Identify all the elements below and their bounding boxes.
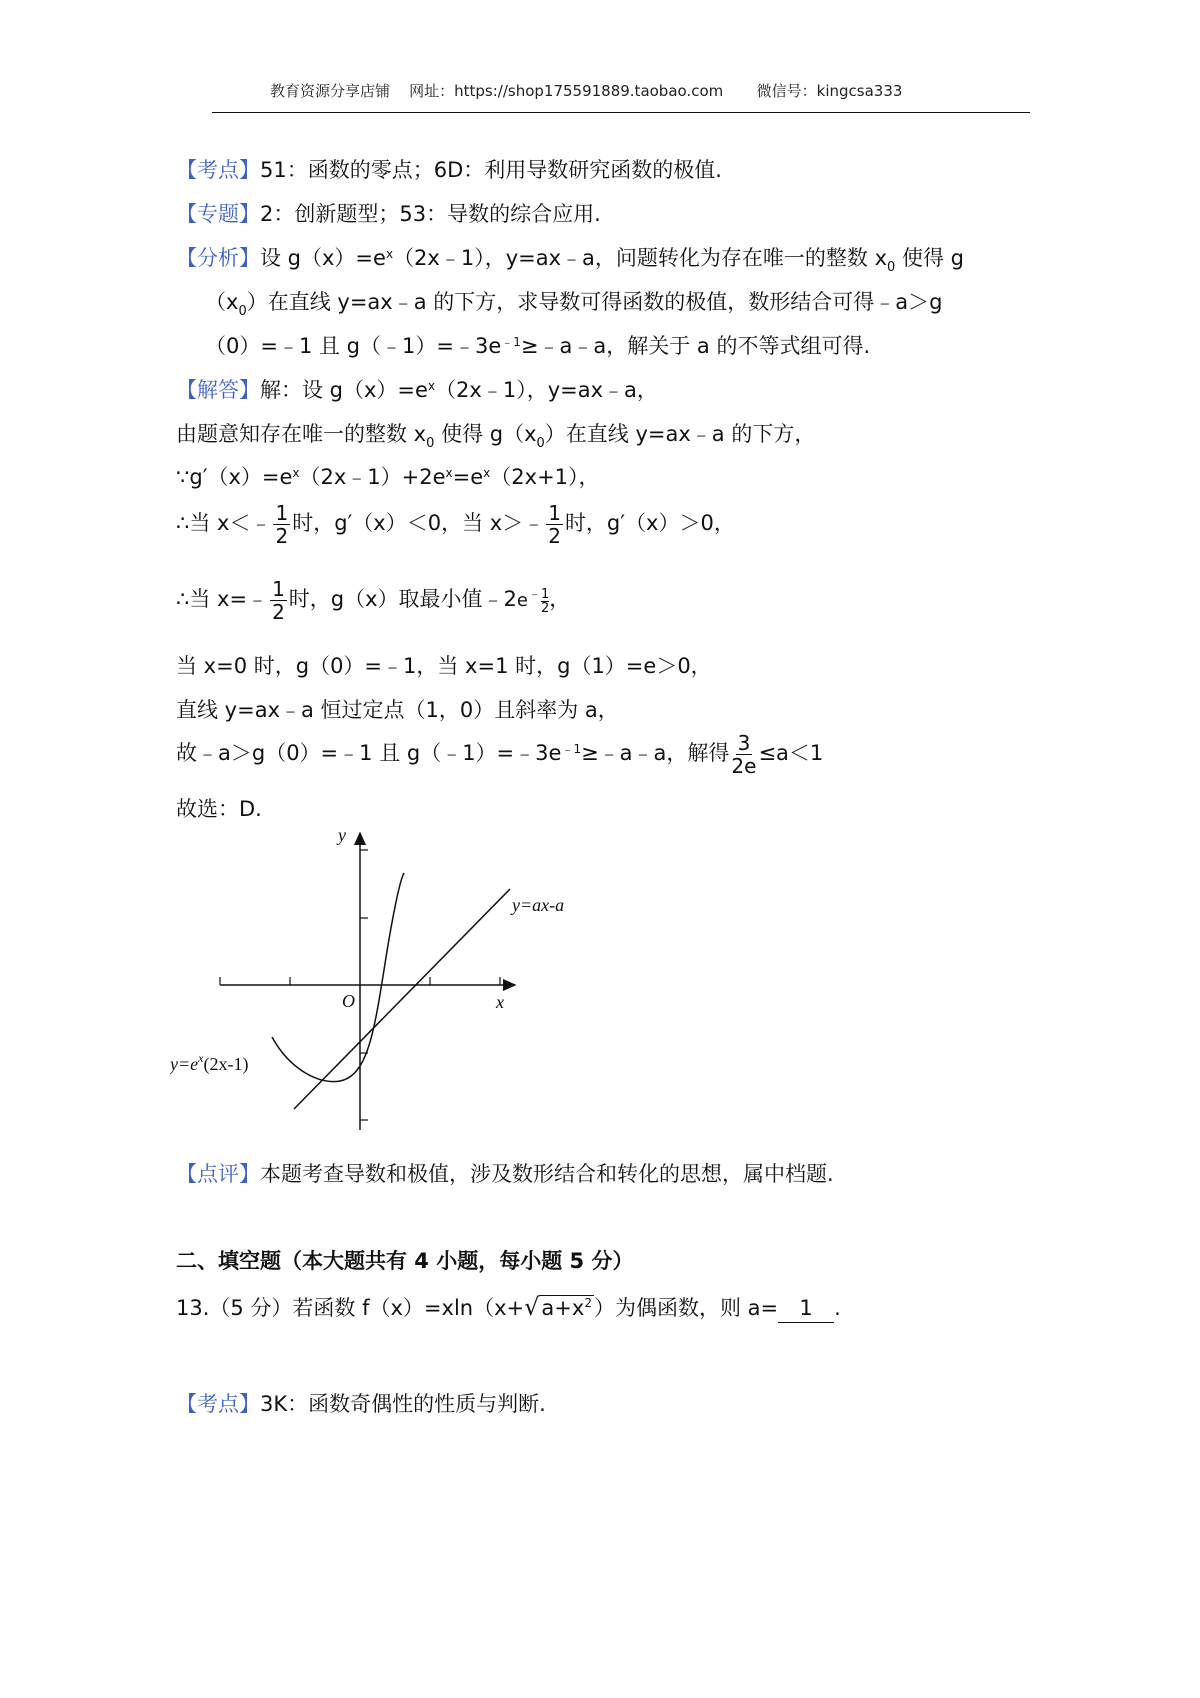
- jieda-text: （2x+1），: [490, 465, 600, 489]
- jieda-line-5: [176, 572, 570, 624]
- line-label: y=ax-a: [512, 895, 565, 915]
- fraction-numerator: 1: [272, 576, 285, 601]
- fenxi-line-3: [205, 332, 870, 360]
- question-text: 13.（5 分）若函数 f（x）=xln（x+: [176, 1296, 525, 1320]
- jieda-text: 时，g（x）取最小值﹣2: [288, 587, 517, 611]
- kaodian-text: 51：函数的零点；6D：利用导数研究函数的极值.: [260, 158, 722, 182]
- subscript: 0: [887, 260, 896, 275]
- fraction-numerator: 1: [541, 587, 550, 602]
- jieda-tag: 【解答】: [176, 378, 260, 402]
- page-header: [270, 80, 1030, 101]
- exponent-sign: ﹣: [528, 587, 542, 602]
- jieda-line-9: 故选：D.: [176, 797, 262, 821]
- jieda-line-3: [176, 463, 600, 491]
- e-base: e: [516, 590, 528, 611]
- question-text: ）为偶函数，则 a=: [593, 1296, 779, 1320]
- curve-label-factor: (2x-1): [203, 1054, 249, 1074]
- fraction-denominator: 2: [272, 599, 285, 624]
- fenxi-text: ）在直线 y=ax﹣a 的下方，求导数可得函数的极值，数形结合可得﹣a＞g: [246, 290, 943, 314]
- question-13: [176, 1293, 841, 1323]
- jieda-text: ∵g′（x）=e: [176, 465, 293, 489]
- line-y-ax-minus-a: [294, 889, 510, 1109]
- fenxi-tag: 【分析】: [176, 246, 260, 270]
- fenxi-line-2: [205, 288, 942, 320]
- jieda-text: ≥﹣a﹣a，解得: [581, 741, 730, 765]
- fraction-denominator: 2: [541, 601, 550, 616]
- jieda-text: （2x﹣1）+2e: [299, 465, 446, 489]
- x-axis-label: x: [496, 992, 504, 1012]
- zhuanti-tag: 【专题】: [176, 202, 260, 226]
- wechat-id: kingcsa333: [816, 82, 903, 100]
- dianping-text: 本题考查导数和极值，涉及数形结合和转化的思想，属中档题.: [260, 1162, 834, 1186]
- origin-label: O: [342, 991, 355, 1011]
- jieda-text: （2x﹣1），y=ax﹣a，: [435, 378, 658, 402]
- fenxi-text: （0）=﹣1 且 g（﹣1）=﹣3e: [205, 334, 502, 358]
- superscript: x: [292, 466, 300, 480]
- y-axis-label: y: [338, 825, 346, 845]
- superscript: x: [427, 379, 436, 393]
- jieda-text: =e: [452, 465, 484, 489]
- kaodian-text: 3K：函数奇偶性的性质与判断.: [260, 1392, 546, 1416]
- subscript: 0: [536, 436, 545, 451]
- jieda-line-2: [176, 420, 815, 452]
- jieda-text: ≤a＜1: [758, 741, 824, 765]
- fraction: [273, 502, 290, 547]
- fraction: [270, 578, 287, 623]
- superscript: 2: [584, 1296, 592, 1310]
- dianping-tag: 【点评】: [176, 1162, 260, 1186]
- fenxi-text: ≥﹣a﹣a，解关于 a 的不等式组可得.: [520, 334, 871, 358]
- header-divider: [212, 112, 1030, 113]
- jieda-line-6: 当 x=0 时，g（0）=﹣1，当 x=1 时，g（1）=e＞0，: [176, 654, 712, 678]
- fraction: [546, 502, 563, 547]
- fraction-denominator: 2e: [731, 753, 757, 778]
- jieda-text: 解：设 g（x）=e: [260, 378, 428, 402]
- fraction-numerator: 1: [275, 500, 289, 525]
- fraction: [731, 732, 756, 777]
- jieda-line-4: [176, 500, 735, 547]
- curve-label: [170, 1051, 248, 1075]
- jieda-text: ，: [549, 587, 571, 611]
- superscript: x: [385, 247, 394, 261]
- fenxi-text: 使得 g: [895, 246, 964, 270]
- curve-label-exponent: x: [198, 1051, 204, 1065]
- sqrt-sign: √: [524, 1293, 540, 1321]
- jieda-text: ∴当 x＜﹣: [176, 511, 272, 535]
- kaodian-line-2: [176, 1390, 546, 1418]
- fenxi-text: （2x﹣1），y=ax﹣a，问题转化为存在唯一的整数 x: [393, 246, 888, 270]
- answer-blank: 1: [778, 1294, 834, 1323]
- jieda-text: 使得 g（x: [434, 422, 537, 446]
- site-label: 网址：: [409, 82, 455, 100]
- subscript: 0: [238, 304, 247, 319]
- kaodian-line: [176, 156, 722, 184]
- zhuanti-line: [176, 200, 601, 228]
- dianping-line: [176, 1160, 834, 1188]
- zhuanti-text: 2：创新题型；53：导数的综合应用.: [260, 202, 601, 226]
- curve-label-base: y=e: [170, 1054, 199, 1074]
- jieda-text: 由题意知存在唯一的整数 x: [176, 422, 427, 446]
- jieda-line-7: 直线 y=ax﹣a 恒过定点（1，0）且斜率为 a，: [176, 698, 619, 722]
- superscript: x: [483, 466, 491, 480]
- jieda-text: ）在直线 y=ax﹣a 的下方，: [544, 422, 816, 446]
- jieda-text: ∴当 x=﹣: [176, 587, 269, 611]
- subscript: 0: [426, 436, 435, 451]
- fenxi-text: 设 g（x）=e: [260, 246, 386, 270]
- sqrt-radicand: [539, 1295, 594, 1320]
- fraction-denominator: 2: [275, 523, 289, 548]
- fraction-numerator: 3: [737, 730, 751, 755]
- jieda-line-8: [176, 730, 823, 777]
- fraction-numerator: 1: [548, 500, 561, 525]
- site-url[interactable]: https://shop175591889.taobao.com: [454, 82, 724, 100]
- jieda-text: 时，g′（x）＜0，当 x＞﹣: [292, 511, 545, 535]
- jieda-text: 故﹣a＞g（0）=﹣1 且 g（﹣1）=﹣3e: [176, 741, 562, 765]
- fenxi-line-1: [176, 244, 964, 276]
- radicand-text: a+x: [541, 1296, 585, 1320]
- superscript: ﹣1: [561, 742, 582, 756]
- jieda-text: 时，g′（x）＞0，: [564, 511, 735, 535]
- question-text: .: [834, 1296, 841, 1320]
- jieda-line-1: [176, 376, 658, 404]
- section-title: 二、填空题（本大题共有 4 小题，每小题 5 分）: [176, 1249, 634, 1273]
- kaodian-tag: 【考点】: [176, 158, 260, 182]
- wechat-label: 微信号：: [756, 82, 817, 100]
- fraction-denominator: 2: [548, 523, 561, 548]
- function-graph: [170, 825, 630, 1155]
- curve-g: [272, 873, 404, 1082]
- shop-name: 教育资源分享店铺: [270, 82, 391, 100]
- kaodian-tag: 【考点】: [176, 1392, 260, 1416]
- superscript: x: [445, 466, 453, 480]
- fenxi-text: （x: [205, 290, 239, 314]
- superscript: ﹣1: [501, 335, 521, 349]
